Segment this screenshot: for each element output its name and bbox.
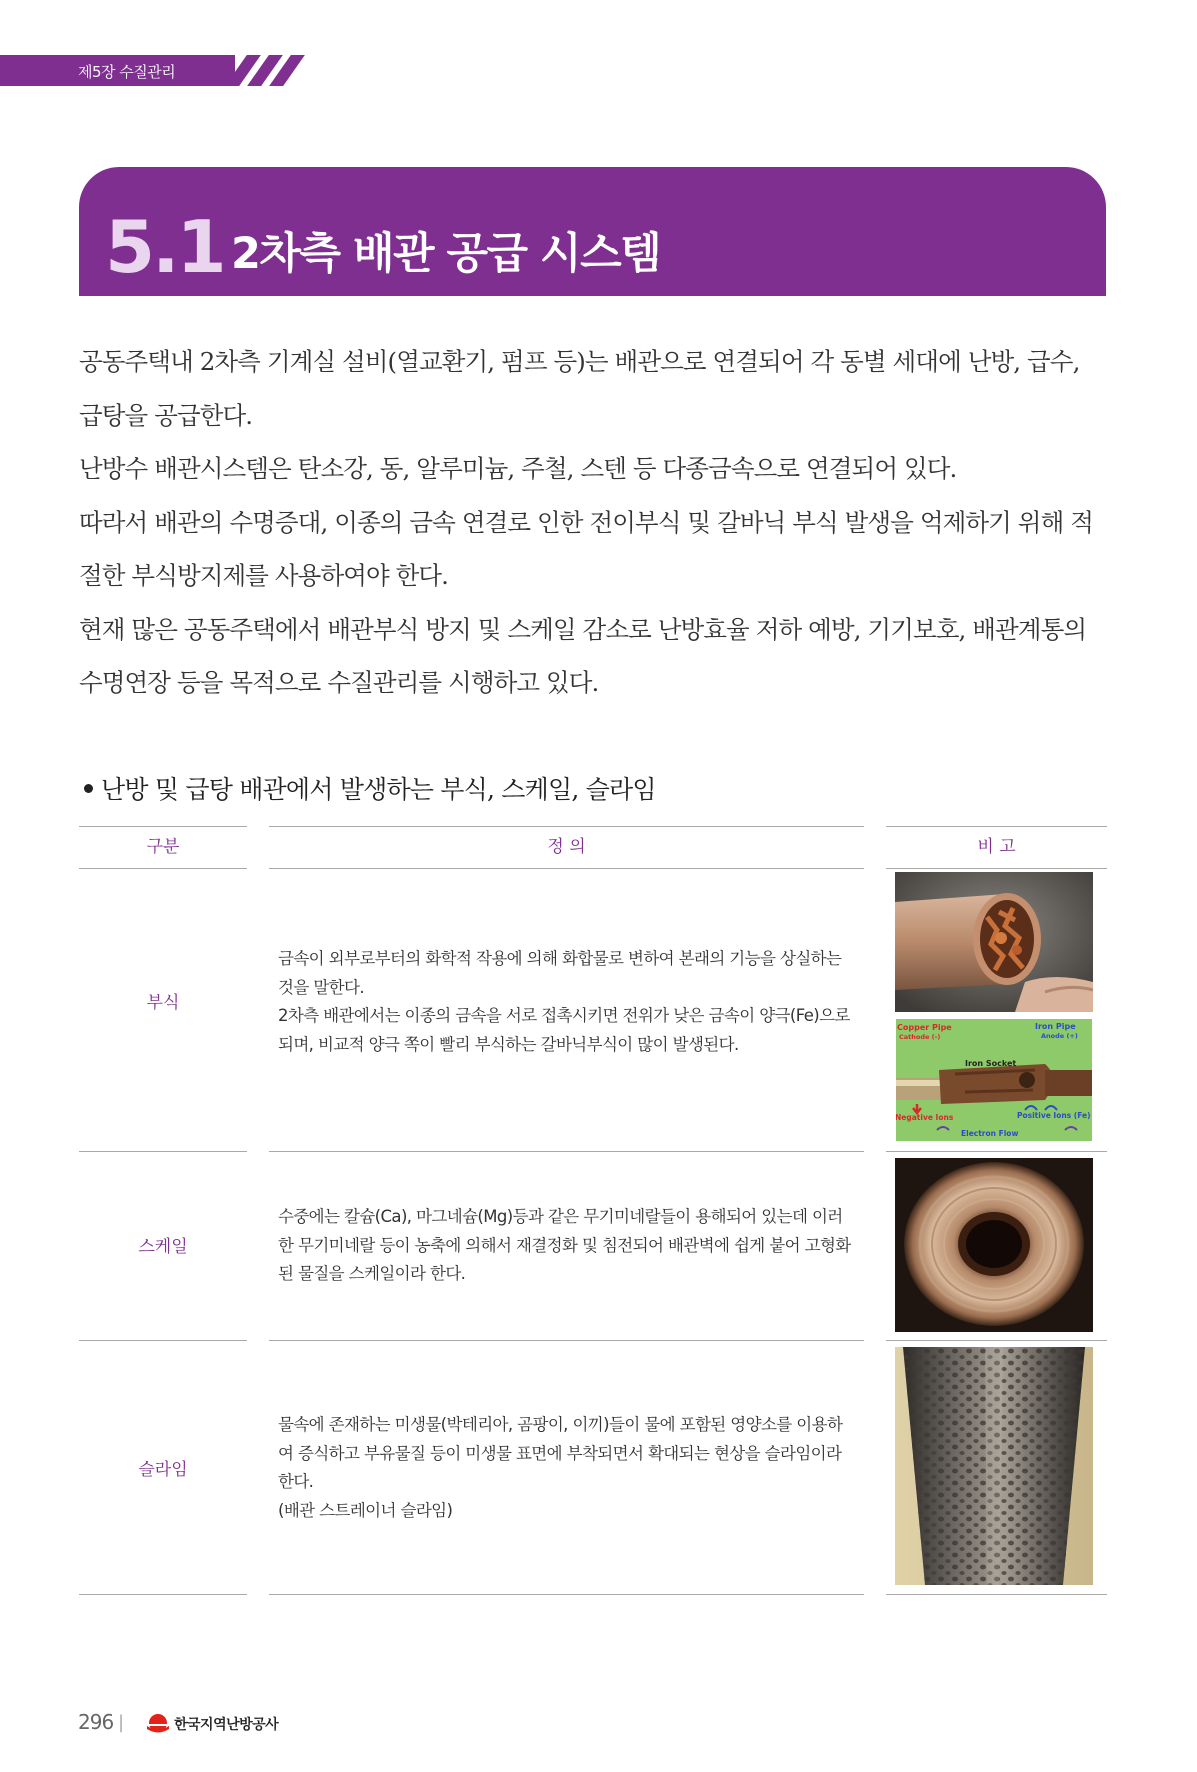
section-header (79, 167, 1106, 296)
row-divider (886, 1151, 1107, 1152)
kdhc-logo-icon (145, 1711, 171, 1737)
section-number: 5.1 (105, 205, 224, 289)
table-caption (84, 770, 656, 806)
row-divider (886, 1594, 1107, 1595)
row-definition-slime (278, 1411, 853, 1525)
definition-text: (배관 스트레이너 슬라임) (278, 1500, 453, 1520)
chapter-tab (0, 55, 235, 86)
corroded-pipe-photo (895, 872, 1093, 1012)
row-divider (79, 1594, 247, 1595)
svg-text:Iron Socket: Iron Socket (965, 1059, 1017, 1068)
column-header-category: 구분 (79, 826, 247, 869)
bullet-icon (84, 784, 93, 793)
row-divider (886, 1340, 1107, 1341)
row-divider (269, 1340, 864, 1341)
row-divider (79, 1340, 247, 1341)
row-category-corrosion: 부식 (146, 993, 180, 1013)
scaled-pipe-photo (895, 1158, 1093, 1332)
intro-paragraph: 난방수 배관시스템은 탄소강, 동, 알루미늄, 주철, 스텐 등 다종금속으로 연결되어 있다. (79, 454, 957, 483)
table-caption-text: 난방 및 급탕 배관에서 발생하는 부식, 스케일, 슬라임 (101, 775, 656, 804)
intro-paragraph: 따라서 배관의 수명증대, 이종의 금속 연결로 인한 전이부식 및 갈바닉 부식 발생을 억제하기 위해 적절한 부식방지제를 사용하여야 한다. (79, 507, 1093, 590)
column-header-remarks: 비 고 (886, 826, 1107, 869)
intro-paragraph: 현재 많은 공동주택에서 배관부식 방지 및 스케일 감소로 난방효율 저하 예방, 기기보호, 배관계통의 수명연장 등을 목적으로 수질관리를 시행하고 있다. (79, 614, 1087, 697)
definition-text: 수중에는 칼슘(Ca), 마그네슘(Mg)등과 같은 무기미네랄들이 용해되어 있는데 이러한 무기미네랄 등이 농축에 의해서 재결정화 및 침전되어 배관벽에 쉽게 붙어 고형화된 물질을 스케일이라 한다. (278, 1207, 851, 1283)
intro-text (79, 335, 1109, 710)
row-divider (269, 1594, 864, 1595)
row-divider (79, 1151, 247, 1152)
chapter-label: 제5장 수질관리 (78, 63, 176, 81)
svg-text:Iron Pipe: Iron Pipe (1035, 1022, 1076, 1031)
svg-text:Positive Ions (Fe): Positive Ions (Fe) (1017, 1111, 1091, 1120)
definition-text: 2차측 배관에서는 이종의 금속을 서로 접촉시키면 전위가 낮은 금속이 양극(Fe)으로 되며, 비교적 양극 쪽이 빨리 부식하는 갈바닉부식이 많이 발생된다. (278, 1006, 850, 1054)
intro-paragraph: 공동주택내 2차측 기계실 설비(열교환기, 펌프 등)는 배관으로 연결되어 각 동별 세대에 난방, 급수, 급탕을 공급한다. (79, 347, 1080, 430)
svg-text:Electron Flow: Electron Flow (961, 1129, 1019, 1138)
svg-text:Cathode (-): Cathode (-) (899, 1033, 941, 1041)
svg-text:Negative Ions: Negative Ions (895, 1113, 954, 1122)
svg-text:Copper Pipe: Copper Pipe (897, 1023, 952, 1032)
definition-text: 금속이 외부로부터의 화학적 작용에 의해 화합물로 변하여 본래의 기능을 상실하는 것을 말한다. (278, 949, 842, 997)
column-header-definition: 정 의 (269, 826, 864, 869)
row-definition-corrosion (278, 945, 853, 1059)
organization-name: 한국지역난방공사 (174, 1717, 279, 1733)
strainer-slime-photo (895, 1347, 1093, 1585)
page-number: 296 (78, 1710, 114, 1734)
galvanic-corrosion-diagram (895, 1018, 1093, 1142)
row-category-slime: 슬라임 (138, 1460, 188, 1480)
row-divider (269, 1151, 864, 1152)
svg-text:Anode (+): Anode (+) (1041, 1032, 1078, 1040)
row-category-scale: 스케일 (138, 1237, 188, 1257)
definition-text: 물속에 존재하는 미생물(박테리아, 곰팡이, 이끼)들이 물에 포함된 영양소를 이용하여 증식하고 부유물질 등이 미생물 표면에 부착되면서 확대되는 현상을 슬라임이라 한다. (278, 1415, 843, 1491)
row-definition-scale (278, 1203, 853, 1289)
section-title: 2차측 배관 공급 시스템 (231, 229, 661, 279)
page-separator: | (118, 1712, 125, 1733)
